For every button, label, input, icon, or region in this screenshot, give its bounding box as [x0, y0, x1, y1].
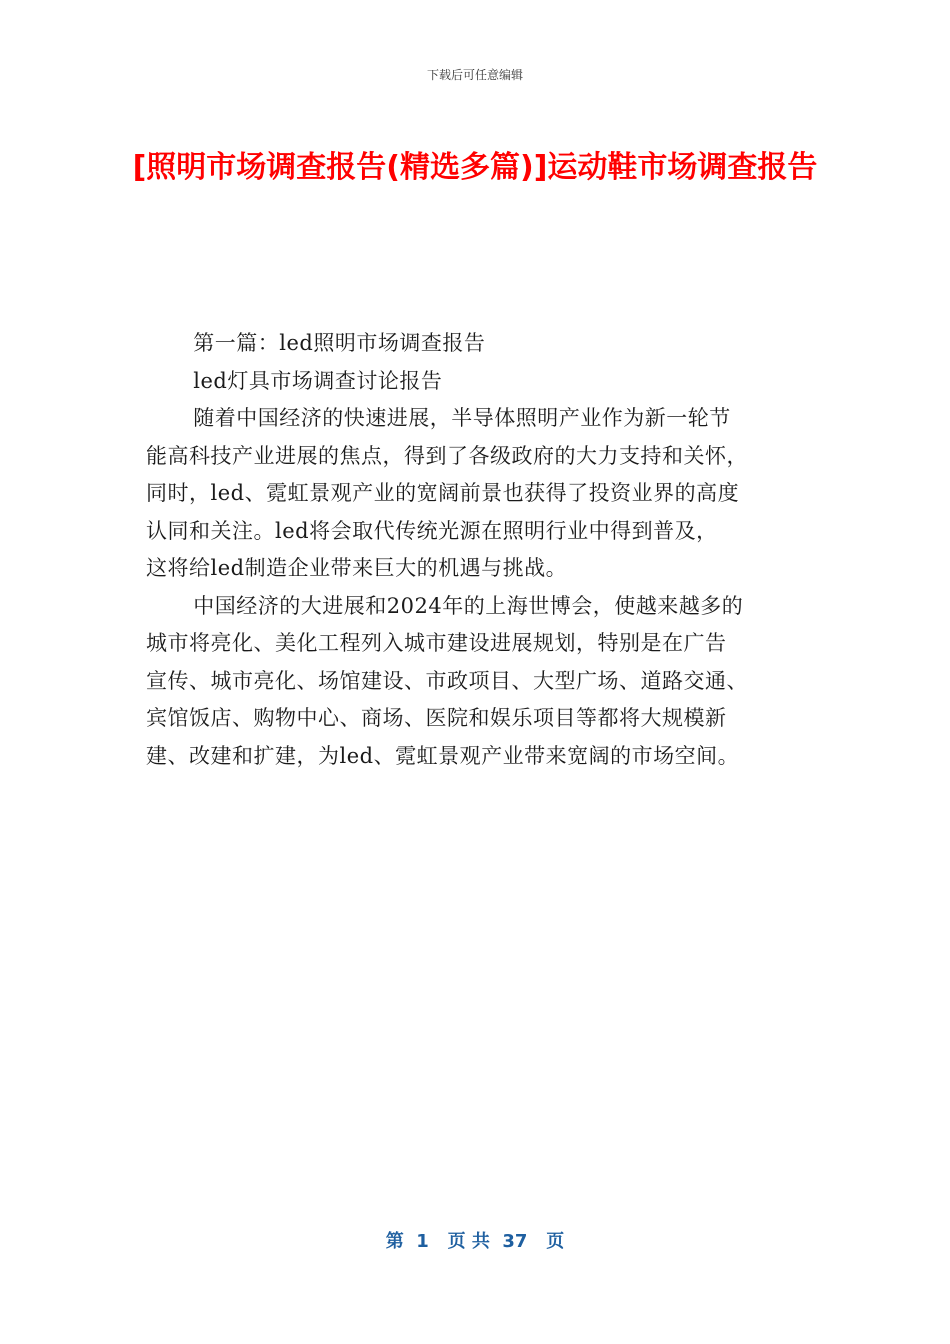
header-note: 下载后可任意编辑 — [426, 68, 523, 82]
document-body — [146, 325, 814, 775]
paragraph-line: 认同和关注。led将会取代传统光源在照明行业中得到普及， — [146, 518, 718, 543]
paragraph-line: 中国经济的大进展和2024年的上海世博会，使越来越多的 — [193, 593, 744, 618]
paragraph-line: 城市将亮化、美化工程列入城市建设进展规划，特别是在广告 — [146, 631, 727, 655]
subheading: led灯具市场调查讨论报告 — [193, 368, 443, 393]
paragraph-line: 这将给led制造企业带来巨大的机遇与挑战。 — [146, 556, 568, 580]
section-heading: 第一篇：led照明市场调查报告 — [193, 331, 486, 355]
page-number: 第 1 页 共 37 页 — [385, 1231, 565, 1252]
paragraph-line: 随着中国经济的快速进展，半导体照明产业作为新一轮节 — [193, 406, 731, 430]
paragraph-line: 宾馆饭店、购物中心、商场、医院和娱乐项目等都将大规模新 — [146, 706, 727, 730]
paragraph-line: 宣传、城市亮化、场馆建设、市政项目、大型广场、道路交通、 — [146, 668, 748, 693]
paragraph-line: 建、改建和扩建，为led、霓虹景观产业带来宽阔的市场空间。 — [146, 743, 740, 768]
document-title: [照明市场调查报告(精选多篇)]运动鞋市场调查报告 — [132, 150, 818, 185]
paragraph-line: 同时，led、霓虹景观产业的宽阔前景也获得了投资业界的高度 — [146, 481, 740, 505]
paragraph-line: 能高科技产业进展的焦点，得到了各级政府的大力支持和关怀， — [146, 443, 748, 468]
